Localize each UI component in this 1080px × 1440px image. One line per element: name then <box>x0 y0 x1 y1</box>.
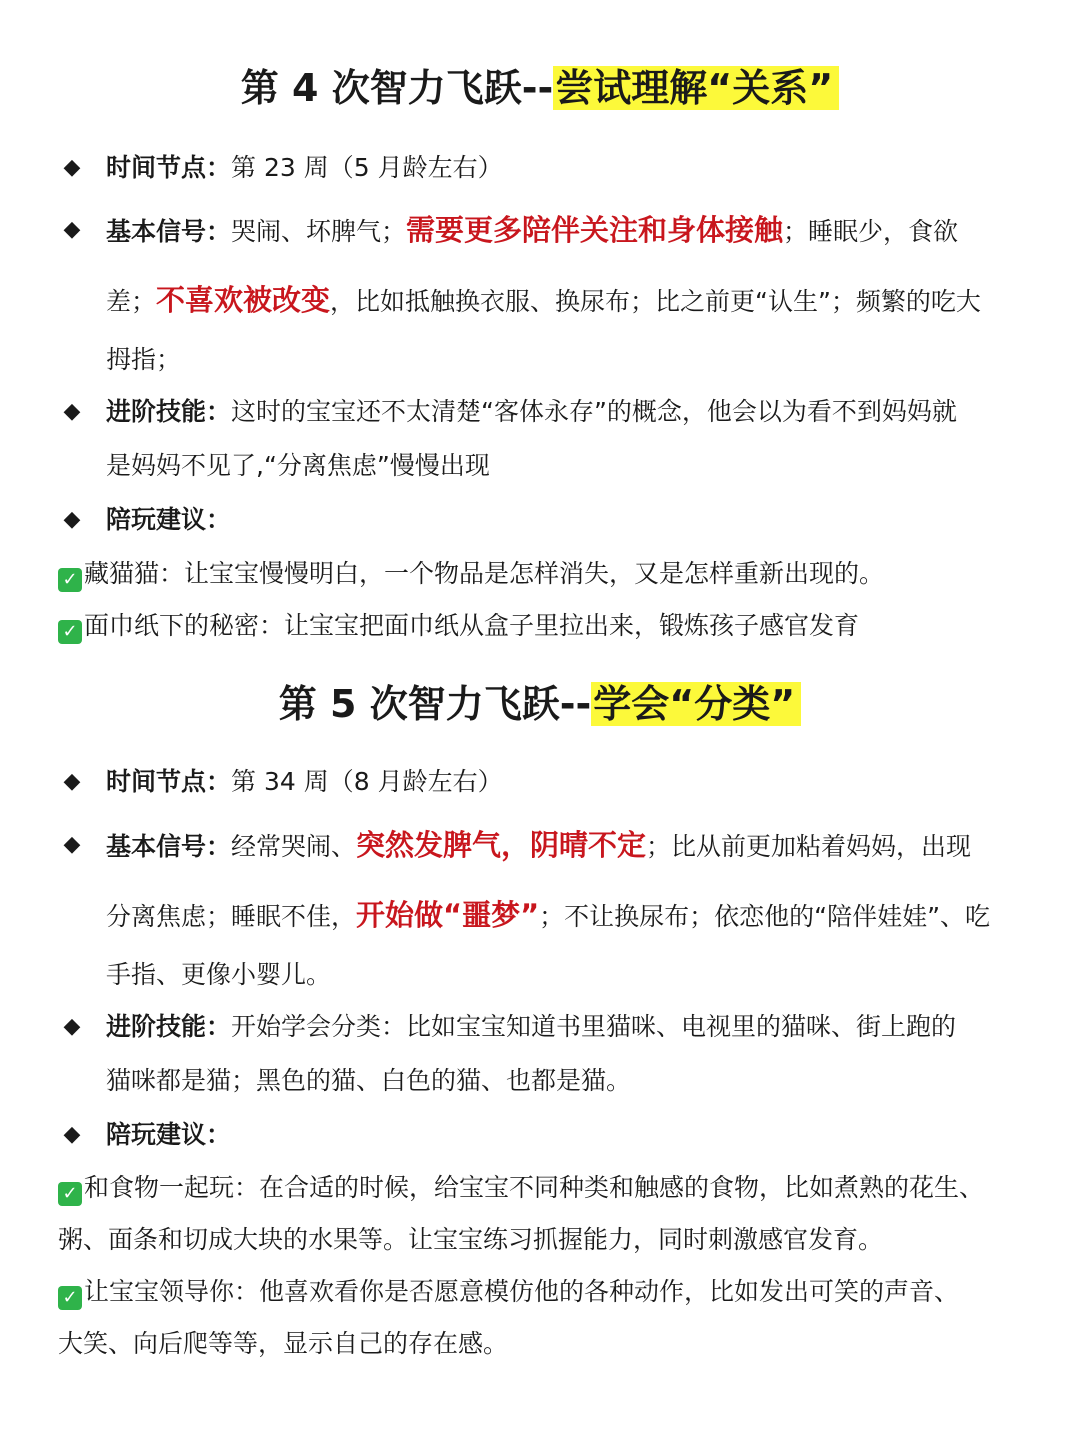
section4-tip-text: 面巾纸下的秘密：让宝宝把面巾纸从盒子里拉出来，锻炼孩子感官发育 <box>84 611 860 640</box>
section4-tip-text: 藏猫猫：让宝宝慢慢明白，一个物品是怎样消失，又是怎样重新出现的。 <box>84 559 885 588</box>
section4-signal-text: 哭闹、坏脾气； <box>231 217 407 246</box>
diamond-bullet-icon: ◆ <box>63 507 81 532</box>
diamond-bullet-icon: ◆ <box>63 1122 81 1147</box>
check-box-icon: ✓ <box>58 1286 82 1310</box>
check-box-icon: ✓ <box>58 568 82 592</box>
check-box-icon: ✓ <box>58 1182 82 1206</box>
section5-signal-text: 手指、更像小婴儿。 <box>106 960 332 989</box>
section5-signal-text: 经常哭闹、 <box>231 832 357 861</box>
section4-title <box>0 58 1080 118</box>
section4-time-label: 时间节点： <box>106 153 232 182</box>
diamond-bullet-icon: ◆ <box>63 399 81 424</box>
section5-signal-emphasis: 开始做“噩梦” <box>356 898 540 932</box>
section4-title-highlight: 尝试理解“关系” <box>553 66 839 110</box>
section4-time-text: 第 23 周（5 月龄左右） <box>231 153 503 182</box>
check-box-icon: ✓ <box>58 620 82 644</box>
section4-skill-label: 进阶技能： <box>106 397 232 426</box>
section5-play-label: 陪玩建议： <box>106 1120 232 1149</box>
diamond-bullet-icon: ◆ <box>63 769 81 794</box>
section5-time-text: 第 34 周（8 月龄左右） <box>231 767 503 796</box>
section4-tip <box>58 548 1048 600</box>
section4-signal-text: 拇指； <box>106 345 182 374</box>
section5-tip <box>58 1266 1048 1370</box>
section4-signal-emphasis: 需要更多陪伴关注和身体接触 <box>406 213 784 247</box>
section4-skill-text: 这时的宝宝还不太清楚“客体永存”的概念，他会以为看不到妈妈就 <box>231 397 957 426</box>
section5-signal-label: 基本信号： <box>106 832 232 861</box>
section5-signal-emphasis: 突然发脾气，阴晴不定 <box>356 828 647 862</box>
section4-play-label: 陪玩建议： <box>106 505 232 534</box>
section5-tip <box>58 1162 1048 1266</box>
section5-tip-text: 和食物一起玩：在合适的时候，给宝宝不同种类和触感的食物，比如煮熟的花生、 <box>84 1173 985 1202</box>
diamond-bullet-icon: ◆ <box>63 155 81 180</box>
diamond-bullet-icon: ◆ <box>63 832 81 857</box>
diamond-bullet-icon: ◆ <box>63 217 81 242</box>
section5-tip-text: 大笑、向后爬等等，显示自己的存在感。 <box>58 1329 509 1358</box>
section4-skill-text: 是妈妈不见了,“分离焦虑”慢慢出现 <box>106 451 490 480</box>
section4-signal-text: ，比如抵触换衣服、换尿布；比之前更“认生”；频繁的吃大 <box>330 287 981 316</box>
section5-title-highlight: 学会“分类” <box>591 682 801 726</box>
diamond-bullet-icon: ◆ <box>63 1014 81 1039</box>
section5-signal-text: ；不让换尿布；依恋他的“陪伴娃娃”、吃 <box>539 902 991 931</box>
section5-skill-text: 猫咪都是猫；黑色的猫、白色的猫、也都是猫。 <box>106 1066 632 1095</box>
section4-signal-text: 差； <box>106 287 157 316</box>
section4-signal-label: 基本信号： <box>106 217 232 246</box>
section5-skill-text: 开始学会分类：比如宝宝知道书里猫咪、电视里的猫咪、街上跑的 <box>231 1012 957 1041</box>
section5-title <box>0 674 1080 734</box>
section5-title-main: 第 5 次智力飞跃-- <box>278 682 592 726</box>
section5-signal-text: ；比从前更加粘着妈妈，出现 <box>646 832 972 861</box>
section4-title-main: 第 4 次智力飞跃-- <box>240 66 554 110</box>
section4-tip <box>58 600 1048 652</box>
section4-signal-emphasis: 不喜欢被改变 <box>156 283 331 317</box>
section4-signal-text: ；睡眠少，食欲 <box>783 217 959 246</box>
section5-tip-text: 粥、面条和切成大块的水果等。让宝宝练习抓握能力，同时刺激感官发育。 <box>58 1225 884 1254</box>
section5-tip-text: 让宝宝领导你：他喜欢看你是否愿意模仿他的各种动作，比如发出可笑的声音、 <box>84 1277 960 1306</box>
section5-time-label: 时间节点： <box>106 767 232 796</box>
section5-signal-text: 分离焦虑；睡眠不佳， <box>106 902 357 931</box>
section5-skill-label: 进阶技能： <box>106 1012 232 1041</box>
